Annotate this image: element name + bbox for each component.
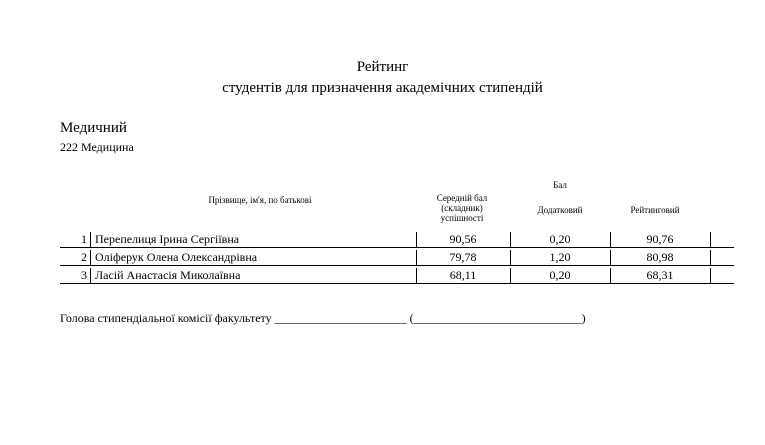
row-number: 1 <box>81 232 87 246</box>
header-name: Прізвище, ім'я, по батькові <box>208 195 312 205</box>
specialty-name: 222 Медицина <box>60 140 134 154</box>
average-score: 68,11 <box>449 268 477 282</box>
student-name: Ласій Анастасія Миколаївна <box>95 268 241 282</box>
student-name: Оліферук Олена Олександрівна <box>95 250 258 264</box>
signature-line: Голова стипендіальної комісії факультету ______________________ (____________________________) <box>60 311 586 325</box>
table-row <box>60 248 734 266</box>
rating-table <box>60 230 734 284</box>
rating-score: 68,31 <box>646 268 674 282</box>
table-row <box>60 266 734 284</box>
header-average: Середній бал (складник) успішності <box>436 193 488 223</box>
rating-score: 80,98 <box>646 250 674 264</box>
row-number: 2 <box>81 250 87 264</box>
faculty-name: Медичний <box>60 120 127 136</box>
average-score: 79,78 <box>449 250 477 264</box>
additional-score: 1,20 <box>549 250 571 264</box>
header-additional: Додатковий <box>537 205 583 215</box>
table-row <box>60 230 734 248</box>
student-name: Перепелиця Ірина Сергіївна <box>95 232 240 246</box>
header-ball: Бал <box>553 180 567 190</box>
rating-score: 90,76 <box>646 232 674 246</box>
header-rating: Рейтинговий <box>630 205 680 215</box>
additional-score: 0,20 <box>549 268 571 282</box>
document-subtitle: студентів для призначення академічних стипендій <box>222 80 543 96</box>
row-number: 3 <box>81 268 87 282</box>
document-title: Рейтинг <box>356 59 409 75</box>
average-score: 90,56 <box>449 232 477 246</box>
additional-score: 0,20 <box>549 232 571 246</box>
